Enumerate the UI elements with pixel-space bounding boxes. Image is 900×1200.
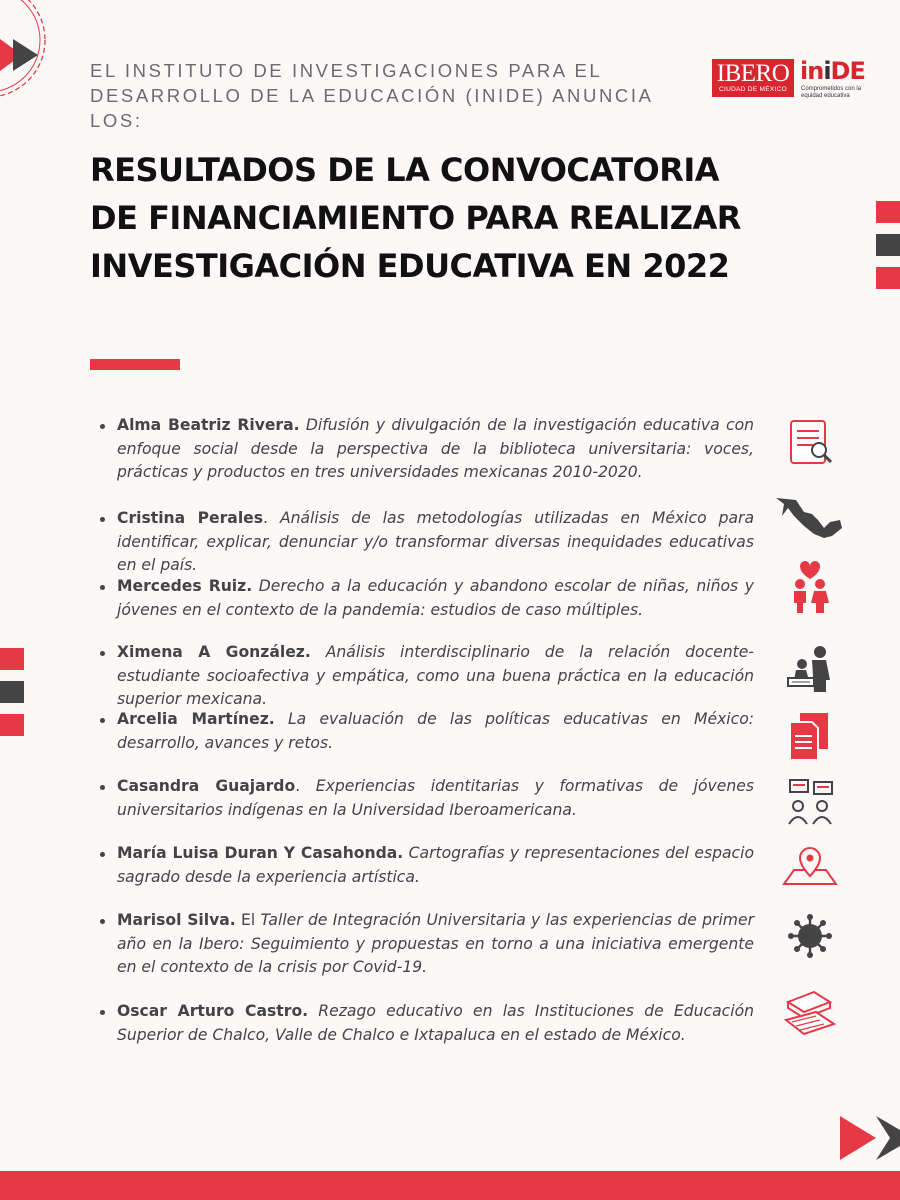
list-item: Casandra Guajardo. Experiencias identitarias y formativas de jóvenes universitarios indígenas en la Universidad Iberoamericana. <box>100 775 754 822</box>
decor-square <box>876 267 900 289</box>
title-underline <box>90 359 180 370</box>
decor-square <box>0 714 24 736</box>
decor-square <box>0 648 24 670</box>
list-item: Marisol Silva. El Taller de Integración Universitaria y las experiencias de primer año en la Ibero: Seguimiento y propuestas en torno a una iniciativa emergente en el contexto de la crisis por Covid-19. <box>100 909 754 980</box>
inide-tagline: Comprometidos con la equidad educativa <box>801 86 862 99</box>
list-item: Oscar Arturo Castro. Rezago educativo en las Instituciones de Educación Superior de Chalco, Valle de Chalco e Ixtapaluca en el estado de México. <box>100 1000 754 1047</box>
corner-arrows-decoration <box>838 1108 900 1168</box>
inide-logo: iniDE <box>800 57 865 85</box>
list-item: Arcelia Martínez. La evaluación de las políticas educativas en México: desarrollo, avances y retos. <box>100 708 754 755</box>
page-title: RESULTADOS DE LA CONVOCATORIA DE FINANCIAMIENTO PARA REALIZAR INVESTIGACIÓN EDUCATIVA EN 2022 <box>90 151 741 285</box>
teacher-student-icon <box>780 640 840 700</box>
bottom-bar <box>0 1171 900 1200</box>
list-item: Cristina Perales. Análisis de las metodologías utilizadas en México para identificar, explicar, denunciar y/o transformar diversas inequidades educativas en el país. <box>100 507 754 578</box>
decor-square <box>876 201 900 223</box>
decor-square <box>876 234 900 256</box>
list-item: Alma Beatriz Rivera. Difusión y divulgación de la investigación educativa con enfoque social desde la perspectiva de la biblioteca universitaria: voces, prácticas y productos en tres universidades mexicanas 2010-2020. <box>100 414 754 485</box>
map-pin-icon <box>780 842 840 902</box>
corner-circle-decoration <box>0 0 60 110</box>
mexico-map-icon <box>774 490 846 550</box>
children-icon <box>780 558 840 618</box>
document-search-icon <box>783 414 843 474</box>
list-item: María Luisa Duran Y Casahonda. Cartografías y representaciones del espacio sagrado desde la experiencia artística. <box>100 842 754 889</box>
ibero-logo: IBERO CIUDAD DE MÉXICO <box>712 59 794 97</box>
decor-square <box>0 681 24 703</box>
books-icon <box>780 986 840 1046</box>
documents-icon <box>780 708 840 768</box>
intro-text: EL INSTITUTO DE INVESTIGACIONES PARA EL DESARROLLO DE LA EDUCACIÓN (INIDE) ANUNCIA LOS: <box>90 60 653 131</box>
list-item: Ximena A González. Análisis interdisciplinario de la relación docente-estudiante socioafectiva y empática, como una buena práctica en la educación superior mexicana. <box>100 641 754 712</box>
list-item: Mercedes Ruiz. Derecho a la educación y abandono escolar de niñas, niños y jóvenes en el contexto de la pandemia: estudios de caso múltiples. <box>100 575 754 622</box>
conversation-icon <box>780 774 840 834</box>
virus-icon <box>780 906 840 966</box>
